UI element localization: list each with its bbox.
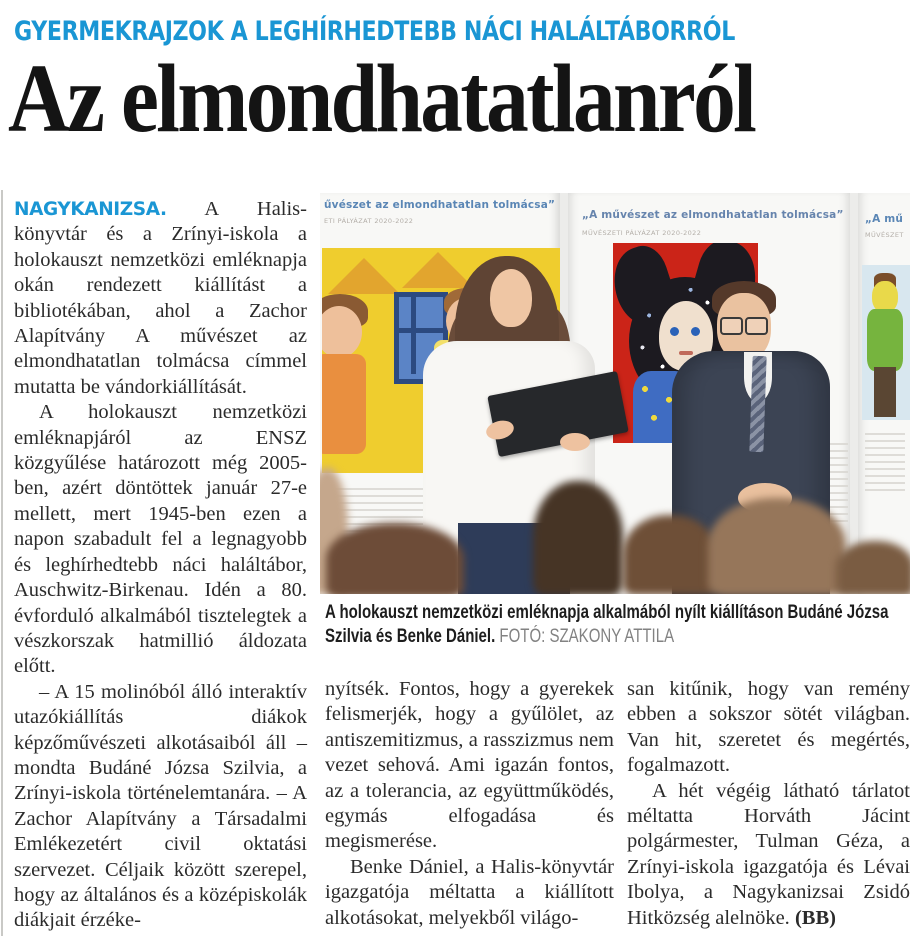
audience-head xyxy=(533,481,623,594)
window-frame xyxy=(411,292,416,374)
glasses-lens xyxy=(720,317,743,335)
paragraph: Benke Dániel, a Halis-könyvtár igazgatója méltatta a kiállított alkotásokat, melyekből világo- xyxy=(325,855,614,929)
banner-title-right: „A mű xyxy=(865,213,904,225)
banner-subtitle-left: ETI PÁLYÁZAT 2020-2022 xyxy=(324,217,414,225)
banner-title-left: űvészet az elmondhatatlan tolmácsa” xyxy=(324,199,556,211)
woman-face xyxy=(490,269,532,327)
author-initials: (BB) xyxy=(794,906,836,929)
dateline: NAGYKANIZSA. xyxy=(14,199,167,220)
banner-smalltext-block xyxy=(865,433,905,491)
paragraph: san kitűnik, hogy van remény ebben a sokszor sötét világban. Van hit, szeretet és megértés, fogalmazott. xyxy=(627,678,910,777)
paragraph: A holokauszt nemzetközi emléknapjáról az ENSZ közgyűlése határozott még 2005-ben, azért döntöttek január 27-e mellett, mert 1945-ben ezen a napon szabadult fel a legnagyobb és leghírhedtebb náci haláltábor, Auschwitz-Birkenau. Idén a 80. évforduló alkalmából tisztelegtek a vészkorszak hatmillió áldozata előtt. xyxy=(14,401,307,678)
woman-hand xyxy=(560,433,590,451)
lead-text: A Halis-könyvtár és a Zrínyi-iskola a holokauszt nemzetközi emléknapja okán rendezett kiállítást a bibliotékában, ahol a Zachor Alapítvány A művészet az elmondhatatlan tolmácsa címmel mutatta be vándorkiállítását. xyxy=(14,198,307,398)
audience-head xyxy=(836,541,910,594)
kicker xyxy=(14,16,893,47)
audience-head xyxy=(708,498,846,594)
paragraph: – A 15 molinóból álló interaktív utazókiállítás diákok képzőművészeti alkotásaiból áll – mondta Budáné Józsa Szilvia, a Zrínyi-iskola történelemtanára. – A Zachor Alapítvány a Társadalmi Emlékezetért civil oktatási szervezet. Céljaik között szerepel, hogy az általános és a középiskolák diákjait érzéke- xyxy=(14,680,307,932)
figure-pants xyxy=(874,367,896,417)
caption-text: A holokauszt nemzetközi emléknapja alkalmából nyílt kiállításon Budáné Józsa Szilvia és Benke Dániel. xyxy=(325,601,889,647)
banner-subtitle-center: MŰVÉSZETI PÁLYÁZAT 2020-2022 xyxy=(582,229,702,237)
glasses-lens xyxy=(745,317,768,335)
glasses-icon xyxy=(720,317,768,333)
kicker-text: GYERMEKRAJZOK A LEGHÍRHEDTEBB NÁCI HALÁLTÁBORRÓL xyxy=(14,16,735,47)
girl-mouth xyxy=(679,351,693,355)
audience-head xyxy=(623,515,717,594)
child-drawing-blue xyxy=(862,265,910,420)
figure-body xyxy=(322,354,366,454)
photo-caption xyxy=(325,600,910,648)
figure-head xyxy=(322,306,362,358)
page-title xyxy=(8,46,856,151)
house-roof xyxy=(402,252,474,288)
girl-eye xyxy=(670,327,679,336)
left-column-rule xyxy=(1,190,3,936)
paragraph: nyítsék. Fontos, hogy a gyerekek felismerjék, hogy a gyűlölet, az antiszemitizmus, a rasszizmus nem vezet sehová. Ami igazán fontos, az a tolerancia, az együttműködés, egymás elfogadása és megismerése. xyxy=(325,678,614,853)
photo-credit: FOTÓ: SZAKONY ATTILA xyxy=(499,625,675,647)
article-column-right xyxy=(627,677,910,931)
window-frame xyxy=(394,328,443,333)
lead-paragraph xyxy=(14,197,307,400)
closing-paragraph xyxy=(627,779,910,931)
banner-subtitle-right: MŰVÉSZET xyxy=(865,231,904,239)
figure-shirt xyxy=(867,309,903,371)
headline-text: Az elmondhatatlanról xyxy=(8,45,755,152)
house-roof xyxy=(328,258,400,294)
girl-eye xyxy=(691,327,700,336)
article-column-left xyxy=(14,197,307,934)
article-photo xyxy=(320,193,910,594)
closing-text: A hét végéig látható tárlatot méltatta Horváth Jácint polgármester, Tulman Géza, a Zrínyi-iskola igazgatója és Lévai Ibolya, a Nagykanizsai Zsidó Hitközség alelnöke. xyxy=(627,779,910,929)
article-column-middle xyxy=(325,677,614,931)
audience-head xyxy=(326,523,464,594)
banner-title-center: „A művészet az elmondhatatlan tolmácsa” xyxy=(582,209,844,221)
